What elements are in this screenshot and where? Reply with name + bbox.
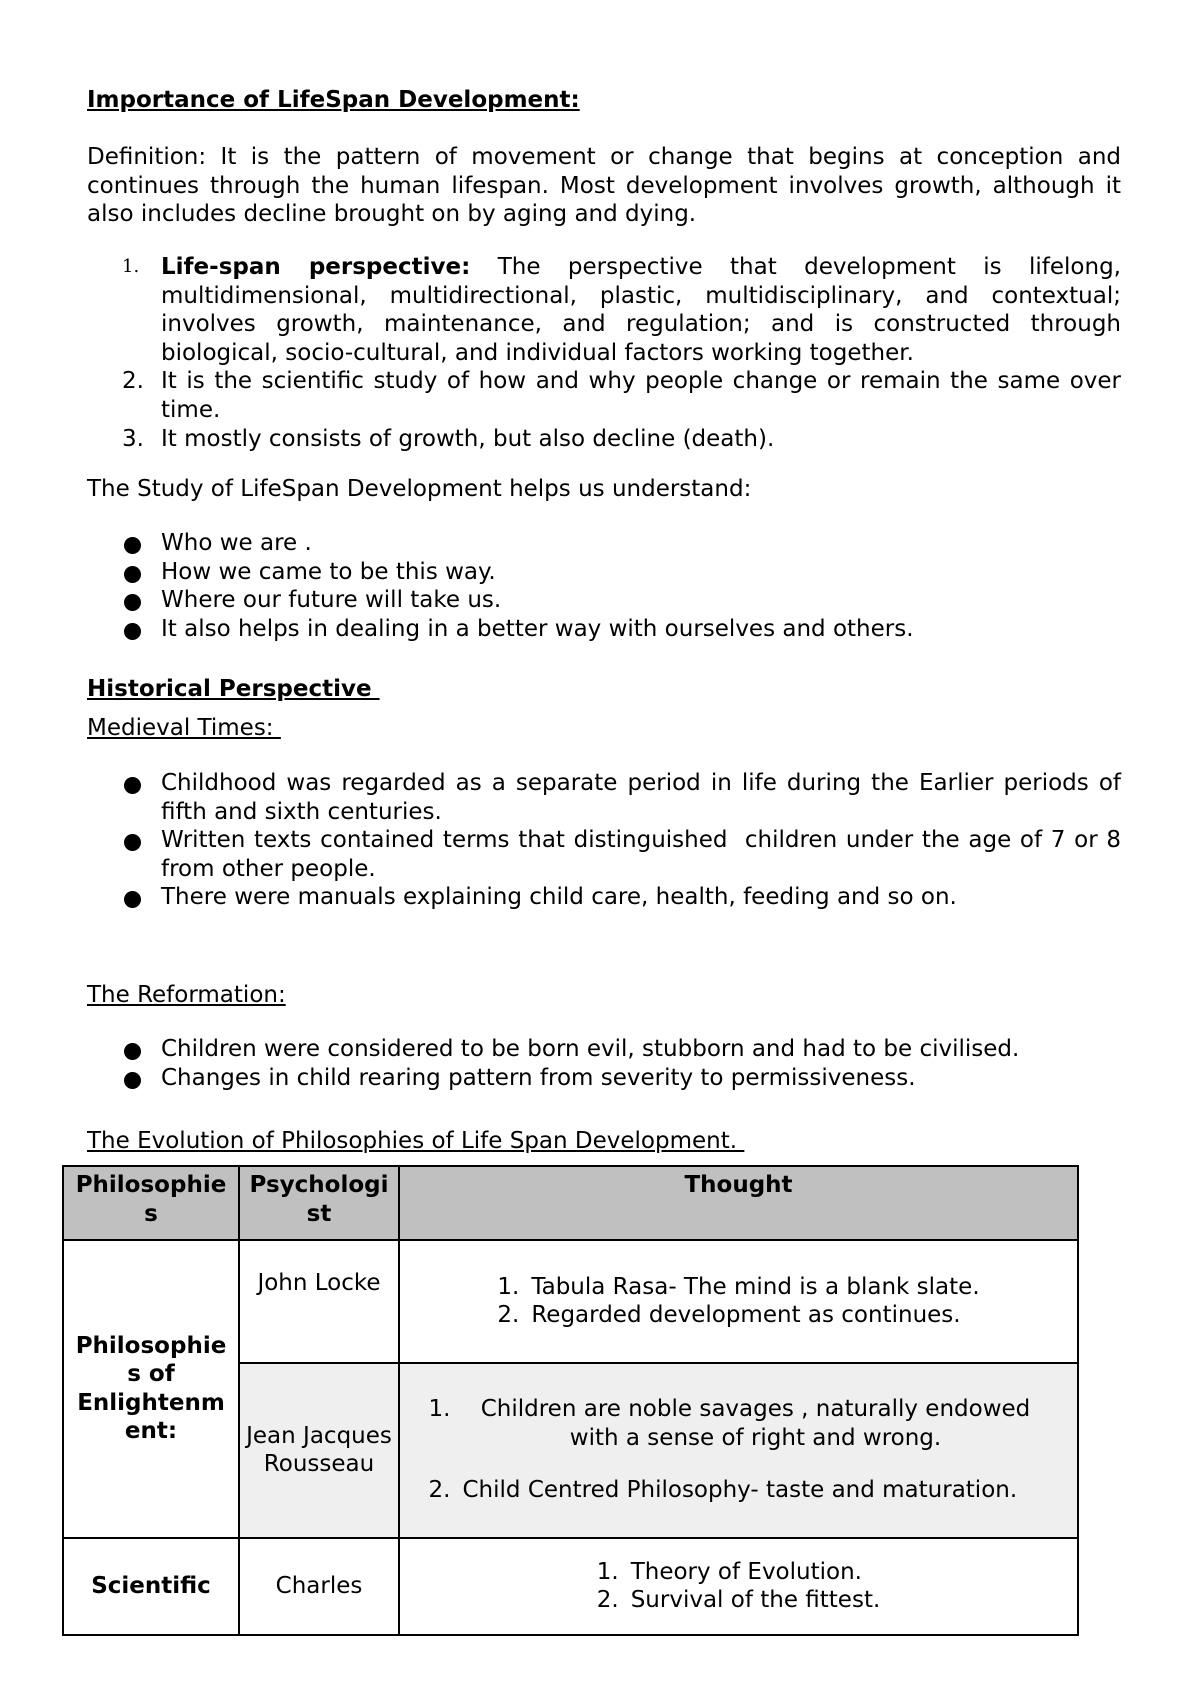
definition-paragraph: Definition: It is the pattern of movement or change that begins at conception and continues through the human lifespan. Most development involves growth, although it also includes decline brought on by aging and dying. xyxy=(87,144,1121,228)
thought-text: Theory of Evolution. xyxy=(630,1558,862,1585)
thought-cell xyxy=(399,1538,1078,1635)
historical-heading: Historical Perspective xyxy=(87,676,380,702)
psychologist-cell: Charles xyxy=(239,1538,399,1635)
study-bullet-list xyxy=(87,529,1121,643)
table-caption: The Evolution of Philosophies of Life Span Development. xyxy=(87,1128,745,1154)
list-item-text: Where our future will take us. xyxy=(161,587,502,614)
thought-text: Child Centred Philosophy- taste and maturation. xyxy=(462,1477,1018,1504)
list-item-text: There were manuals explaining child care, health, feeding and so on. xyxy=(161,884,957,911)
bullet-dot-icon xyxy=(124,834,141,851)
psychologist-cell: Jean Jacques Rousseau xyxy=(239,1363,399,1538)
thought-list xyxy=(497,1273,979,1330)
thought-number: 1. xyxy=(428,1396,451,1423)
list-item xyxy=(87,558,1121,587)
list-item-text: Changes in child rearing pattern from severity to permissiveness. xyxy=(161,1064,916,1091)
list-item xyxy=(87,769,1121,826)
thought-item xyxy=(597,1558,881,1587)
table-row xyxy=(63,1538,1078,1635)
list-item-text: It also helps in dealing in a better way with ourselves and others. xyxy=(161,615,914,642)
thought-text: Survival of the fittest. xyxy=(630,1587,881,1614)
list-item-text: How we came to be this way. xyxy=(161,558,496,585)
thought-cell xyxy=(399,1240,1078,1363)
thought-item xyxy=(497,1273,979,1302)
thought-text: Regarded development as continues. xyxy=(531,1302,961,1329)
list-item xyxy=(87,826,1129,883)
thought-text: Tabula Rasa- The mind is a blank slate. xyxy=(531,1273,980,1300)
bullet-dot-icon xyxy=(124,566,141,583)
bullet-dot-icon xyxy=(124,1072,141,1089)
medieval-bullet-list xyxy=(87,769,1129,912)
list-number: 3. xyxy=(122,425,144,452)
list-item xyxy=(87,883,1121,912)
column-header-thought: Thought xyxy=(399,1166,1078,1240)
list-number: 1. xyxy=(122,256,140,277)
table-header-row xyxy=(63,1166,1078,1240)
list-item-text: The perspective that development is lifelong, multidimensional, multidirectional, plastic, multidisciplinary, and contextual; involves growth, maintenance, and regulation; and is constructed through biological, socio-cultural, and individual factors working together. xyxy=(161,254,1121,366)
table-row xyxy=(63,1240,1078,1363)
philosophy-cell: Philosophie s of Enlightenm ent: xyxy=(63,1240,239,1538)
thought-item xyxy=(429,1476,1049,1505)
psychologist-cell: John Locke xyxy=(239,1240,399,1363)
list-item xyxy=(87,615,1121,644)
list-item-text: Children were considered to be born evil, stubborn and had to be civilised. xyxy=(161,1036,1020,1062)
thought-number: 2. xyxy=(596,1587,619,1614)
philosophy-cell: Scientific xyxy=(63,1538,239,1635)
life-span-perspective-term: Life-span perspective: xyxy=(161,254,471,280)
list-item xyxy=(87,1035,1121,1064)
list-item xyxy=(87,253,1121,367)
thought-cell xyxy=(399,1363,1078,1538)
list-item-text: Who we are . xyxy=(161,530,312,556)
list-item-text: It mostly consists of growth, but also decline (death). xyxy=(161,425,775,452)
list-item xyxy=(87,367,1121,424)
list-item xyxy=(87,1064,1121,1093)
list-item-text: Written texts contained terms that distinguished children under the age of 7 or 8 from other people. xyxy=(161,827,1129,882)
bullet-dot-icon xyxy=(124,594,141,611)
bullet-dot-icon xyxy=(124,623,141,640)
column-header-philosophies: Philosophie s xyxy=(63,1166,239,1240)
thought-list xyxy=(429,1395,1049,1505)
thought-list xyxy=(597,1558,881,1615)
list-item-text: It is the scientific study of how and why people change or remain the same over time. xyxy=(161,368,1121,423)
bullet-dot-icon xyxy=(124,891,141,908)
list-item-text: Childhood was regarded as a separate period in life during the Earlier periods of fifth and sixth centuries. xyxy=(161,770,1121,825)
thought-item xyxy=(429,1395,1049,1452)
thought-item xyxy=(497,1301,979,1330)
thought-text: Children are noble savages , naturally endowed with a sense of right and wrong. xyxy=(480,1396,1031,1451)
list-item xyxy=(87,586,1121,615)
reformation-bullet-list xyxy=(87,1035,1121,1092)
list-item xyxy=(87,425,1121,454)
thought-number: 1. xyxy=(596,1558,619,1585)
bullet-dot-icon xyxy=(124,537,141,554)
medieval-heading: Medieval Times: xyxy=(87,715,281,741)
bullet-dot-icon xyxy=(124,1043,141,1060)
thought-number: 2. xyxy=(497,1302,520,1329)
study-intro: The Study of LifeSpan Development helps us understand: xyxy=(87,476,752,502)
thought-number: 1. xyxy=(497,1273,520,1300)
list-item xyxy=(87,529,1121,558)
perspective-numbered-list xyxy=(87,253,1121,453)
bullet-dot-icon xyxy=(124,777,141,794)
philosophies-table xyxy=(62,1165,1079,1636)
thought-number: 2. xyxy=(428,1477,451,1504)
list-number: 2. xyxy=(122,368,144,395)
page-heading: Importance of LifeSpan Development: xyxy=(87,87,580,113)
column-header-psychologist: Psychologi st xyxy=(239,1166,399,1240)
thought-item xyxy=(597,1586,881,1615)
reformation-heading: The Reformation: xyxy=(87,982,286,1008)
